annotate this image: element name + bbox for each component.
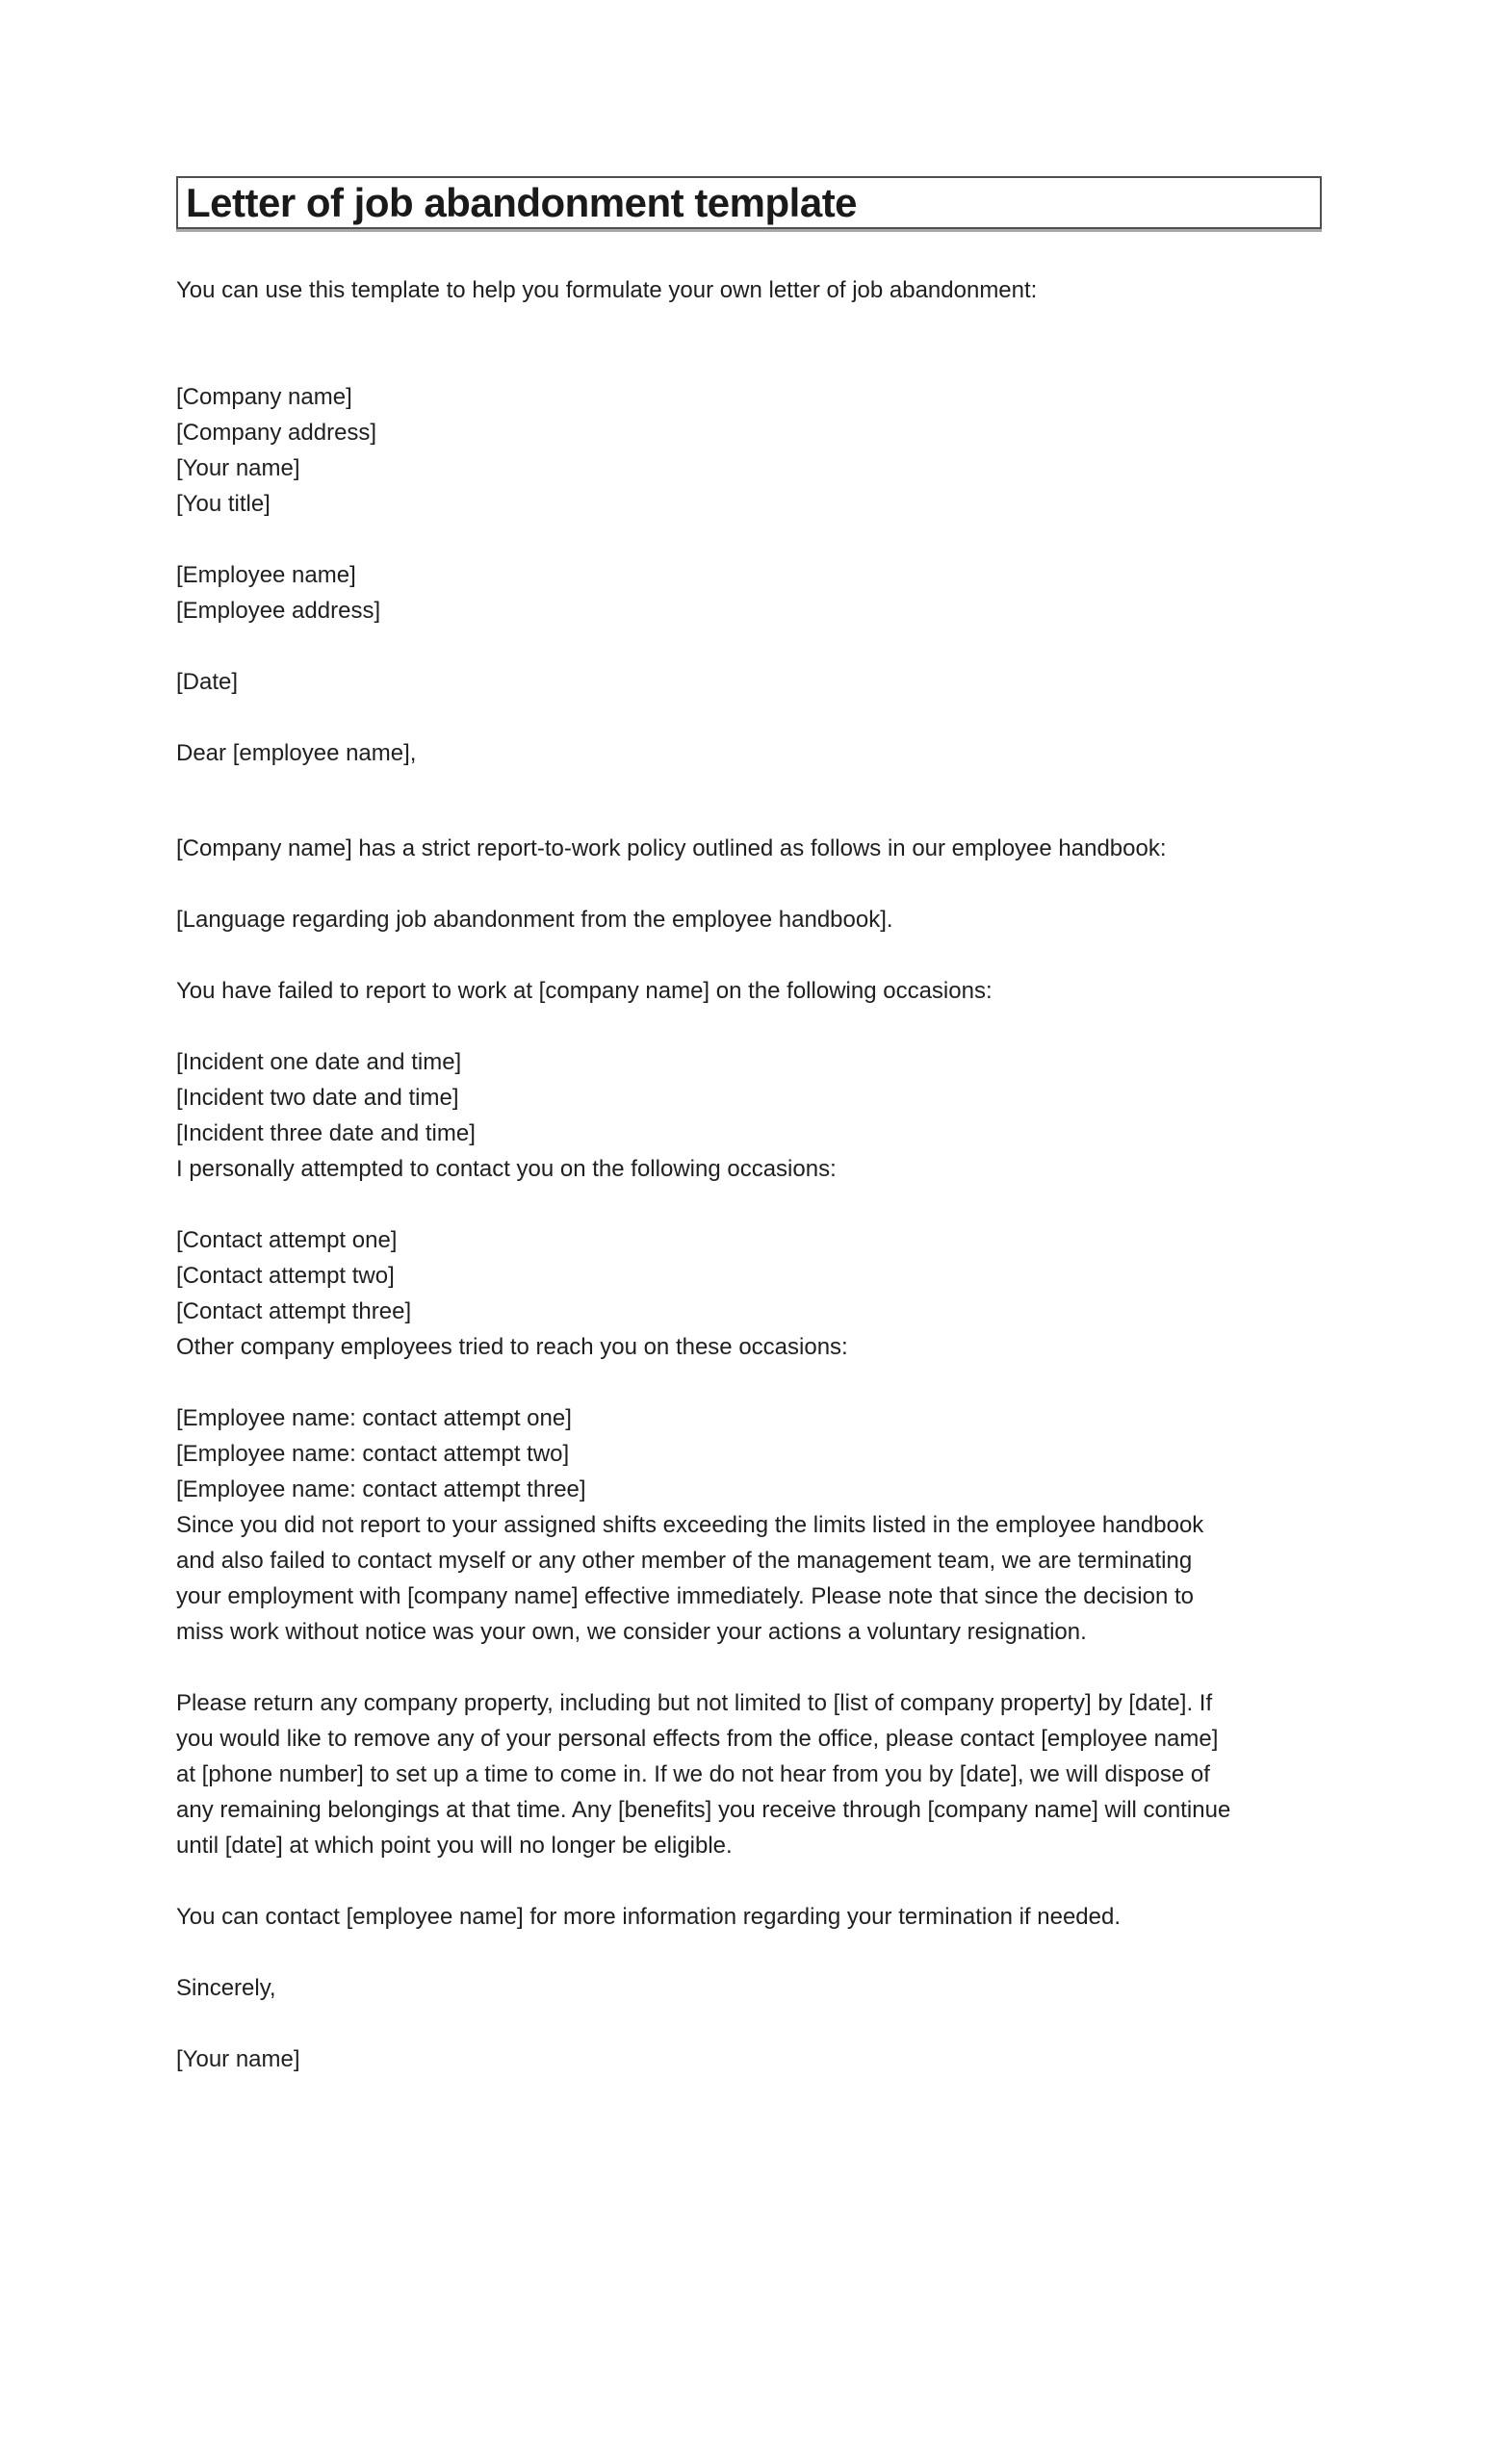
text-line: [Language regarding job abandonment from the employee handbook]. — [176, 907, 893, 933]
text-line: [Contact attempt two] — [176, 1263, 395, 1289]
text-line: [You title] — [176, 491, 271, 517]
text-line: Sincerely, — [176, 1975, 276, 2001]
text-line: You can contact [employee name] for more information regarding your termination if needed. — [176, 1904, 1121, 1930]
text-line: Since you did not report to your assigned shifts exceeding the limits listed in the employee handbook — [176, 1512, 1204, 1538]
text-line: [Employee name: contact attempt three] — [176, 1476, 586, 1502]
text-line: [Employee name: contact attempt two] — [176, 1441, 570, 1467]
text-line: I personally attempted to contact you on the following occasions: — [176, 1156, 837, 1182]
letter-body — [176, 379, 1322, 2077]
failed-to-report — [176, 973, 1322, 1009]
text-line: [Employee address] — [176, 598, 381, 624]
text-line: [Incident one date and time] — [176, 1049, 462, 1075]
property-return-paragraph — [176, 1685, 1322, 1863]
text-line: until [date] at which point you will no longer be eligible. — [176, 1833, 733, 1859]
document-title-box — [176, 176, 1322, 229]
sender-block — [176, 379, 1322, 522]
intro-paragraph: You can use this template to help you formulate your own letter of job abandonment: — [176, 277, 1038, 303]
text-line: Please return any company property, including but not limited to [list of company property] by [date]. If — [176, 1690, 1213, 1716]
text-line: You have failed to report to work at [company name] on the following occasions: — [176, 978, 993, 1004]
date-block — [176, 664, 1322, 700]
contact-attempt-list — [176, 1222, 1322, 1365]
salutation — [176, 735, 1322, 771]
text-line: [Incident three date and time] — [176, 1120, 476, 1146]
document-content — [176, 176, 1322, 2077]
text-line: [Contact attempt three] — [176, 1298, 412, 1324]
recipient-block — [176, 557, 1322, 629]
text-line: Dear [employee name], — [176, 740, 417, 766]
text-line: and also failed to contact myself or any other member of the management team, we are terminating — [176, 1548, 1193, 1574]
handbook-language — [176, 902, 1322, 937]
text-line: at [phone number] to set up a time to come in. If we do not hear from you by [date], we will dispose of — [176, 1761, 1210, 1787]
text-line: [Incident two date and time] — [176, 1085, 459, 1111]
text-line: [Your name] — [176, 2046, 300, 2072]
text-line: [Your name] — [176, 455, 300, 481]
text-line: [Company address] — [176, 420, 377, 446]
text-line: [Date] — [176, 669, 239, 695]
text-line: your employment with [company name] effective immediately. Please note that since the decision to — [176, 1583, 1194, 1609]
more-information — [176, 1899, 1322, 1935]
text-line: [Employee name: contact attempt one] — [176, 1405, 572, 1431]
text-line: [Company name] — [176, 384, 352, 410]
text-line: [Contact attempt one] — [176, 1227, 398, 1253]
incident-list — [176, 1044, 1322, 1187]
employee-contact-attempts-and-termination — [176, 1400, 1322, 1650]
document-title: Letter of job abandonment template — [186, 179, 858, 225]
text-line: any remaining belongings at that time. Any [benefits] you receive through [company name] will continue — [176, 1797, 1231, 1823]
signature — [176, 2041, 1322, 2077]
text-line: you would like to remove any of your personal effects from the office, please contact [employee name] — [176, 1726, 1219, 1752]
text-line: [Employee name] — [176, 562, 356, 588]
closing — [176, 1970, 1322, 2006]
policy-statement — [176, 831, 1322, 866]
text-line: Other company employees tried to reach you on these occasions: — [176, 1334, 848, 1360]
text-line: miss work without notice was your own, we consider your actions a voluntary resignation. — [176, 1619, 1087, 1645]
text-line: [Company name] has a strict report-to-work policy outlined as follows in our employee handbook: — [176, 835, 1167, 861]
